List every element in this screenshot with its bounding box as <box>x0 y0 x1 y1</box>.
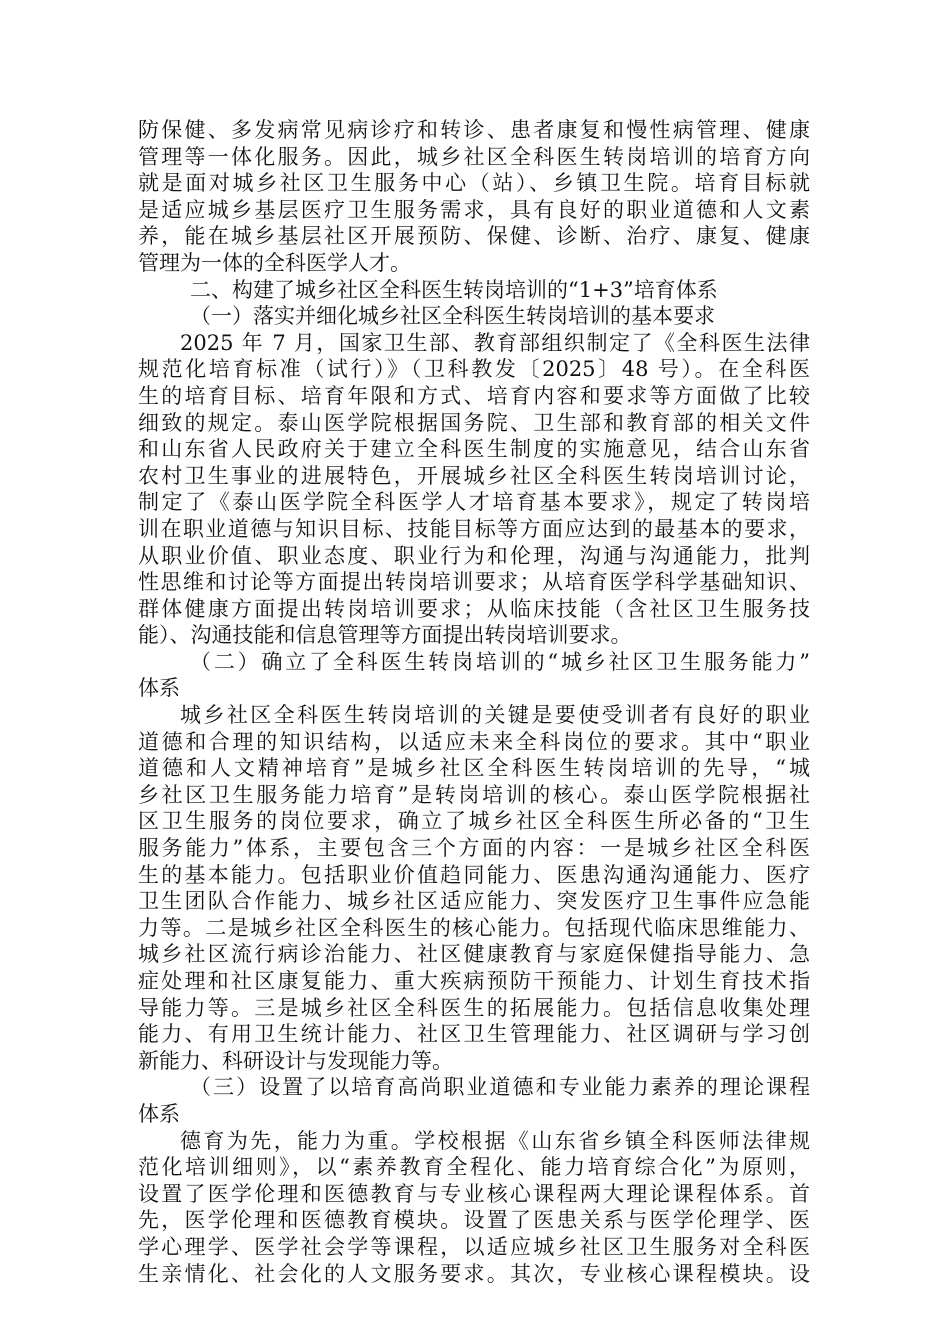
text-line: 防保健、多发病常见病诊疗和转诊、患者康复和慢性病管理、健康 <box>138 118 810 142</box>
text-line: 城乡社区流行病诊治能力、社区健康教育与家庭保健指导能力、急 <box>138 942 810 967</box>
document-body <box>138 117 810 1287</box>
text-line: 范化培训细则》，以“素养教育全程化、能力培育综合化”为原则， <box>138 1155 810 1180</box>
text-line: 城乡社区全科医生转岗培训的关键是要使受训者有良好的职业 <box>180 703 810 728</box>
subsection-heading-continued: 体系 <box>138 1101 180 1126</box>
text-line: 2025 年 7 月，国家卫生部、教育部组织制定了《全科医生法律 <box>180 330 810 355</box>
text-line: 先，医学伦理和医德教育模块。设置了医患关系与医学伦理学、医 <box>138 1208 810 1233</box>
text-line: 能）、沟通技能和信息管理等方面提出转岗培训要求。 <box>138 623 632 648</box>
text-line: 道德和合理的知识结构，以适应未来全科岗位的要求。其中“职业 <box>138 729 810 754</box>
text-line: 卫生团队合作能力、城乡社区适应能力、突发医疗卫生事件应急能 <box>138 889 810 914</box>
text-line: 养，能在城乡基层社区开展预防、保健、诊断、治疗、康复、健康 <box>138 224 810 249</box>
text-line: 管理等一体化服务。因此，城乡社区全科医生转岗培训的培育方向 <box>138 144 810 169</box>
text-line: 症处理和社区康复能力、重大疾病预防干预能力、计划生育技术指 <box>138 969 810 993</box>
section-heading: 二、构建了城乡社区全科医生转岗培训的“1+3”培育体系 <box>190 277 718 302</box>
text-line: 道德和人文精神培育”是城乡社区全科医生转岗培训的先导，“城 <box>138 756 810 781</box>
text-line: 服务能力”体系，主要包含三个方面的内容：一是城乡社区全科医 <box>138 836 810 861</box>
subsection-heading-continued: 体系 <box>138 676 180 701</box>
text-line: 细致的规定。泰山医学院根据国务院、卫生部和教育部的相关文件 <box>138 410 810 435</box>
text-line: 群体健康方面提出转岗培训要求；从临床技能（含社区卫生服务技 <box>138 596 810 621</box>
text-line: 区卫生服务的岗位要求，确立了城乡社区全科医生所必备的“卫生 <box>138 809 810 834</box>
text-line: 设置了医学伦理和医德教育与专业核心课程两大理论课程体系。首 <box>138 1181 810 1206</box>
text-line: 管理为一体的全科医学人才。 <box>138 250 411 275</box>
text-line: 生的基本能力。包括职业价值趋同能力、医患沟通沟通能力、医疗 <box>138 862 810 887</box>
text-line: 生亲情化、社会化的人文服务要求。其次，专业核心课程模块。设 <box>138 1261 810 1286</box>
text-line: 生的培育目标、培育年限和方式、培育内容和要求等方面做了比较 <box>138 383 810 408</box>
text-line: 是适应城乡基层医疗卫生服务需求，具有良好的职业道德和人文素 <box>138 197 810 222</box>
text-line: 能力、有用卫生统计能力、社区卫生管理能力、社区调研与学习创 <box>138 1022 810 1047</box>
text-line: 德育为先，能力为重。学校根据《山东省乡镇全科医师法律规 <box>180 1128 810 1153</box>
text-line: 规范化培育标准（试行）》（卫科教发〔2025〕48 号）。在全科医 <box>138 357 810 382</box>
text-line: 学心理学、医学社会学等课程，以适应城乡社区卫生服务对全科医 <box>138 1234 810 1259</box>
subsection-heading: （三）设置了以培育高尚职业道德和专业能力素养的理论课程 <box>190 1075 810 1100</box>
subsection-heading: （二）确立了全科医生转岗培训的“城乡社区卫生服务能力” <box>190 649 810 674</box>
text-line: 新能力、科研设计与发现能力等。 <box>138 1048 453 1073</box>
text-line: 农村卫生事业的进展特色，开展城乡社区全科医生转岗培训讨论， <box>138 463 810 488</box>
subsection-heading: （一）落实并细化城乡社区全科医生转岗培训的基本要求 <box>190 304 715 329</box>
text-line: 就是面对城乡社区卫生服务中心（站）、乡镇卫生院。培育目标就 <box>138 171 810 196</box>
text-line: 乡社区卫生服务能力培育”是转岗培训的核心。泰山医学院根据社 <box>138 782 810 807</box>
text-line: 从职业价值、职业态度、职业行为和伦理，沟通与沟通能力，批判 <box>138 543 810 568</box>
text-line: 导能力等。三是城乡社区全科医生的拓展能力。包括信息收集处理 <box>138 995 810 1020</box>
text-line: 力等。二是城乡社区全科医生的核心能力。包括现代临床思维能力、 <box>138 915 810 940</box>
text-line: 性思维和讨论等方面提出转岗培训要求；从培育医学科学基础知识、 <box>138 570 810 595</box>
text-line: 和山东省人民政府关于建立全科医生制度的实施意见，结合山东省 <box>138 437 810 462</box>
text-line: 训在职业道德与知识目标、技能目标等方面应达到的最基本的要求， <box>138 516 810 541</box>
text-line: 制定了《泰山医学院全科医学人才培育基本要求》，规定了转岗培 <box>138 490 810 515</box>
